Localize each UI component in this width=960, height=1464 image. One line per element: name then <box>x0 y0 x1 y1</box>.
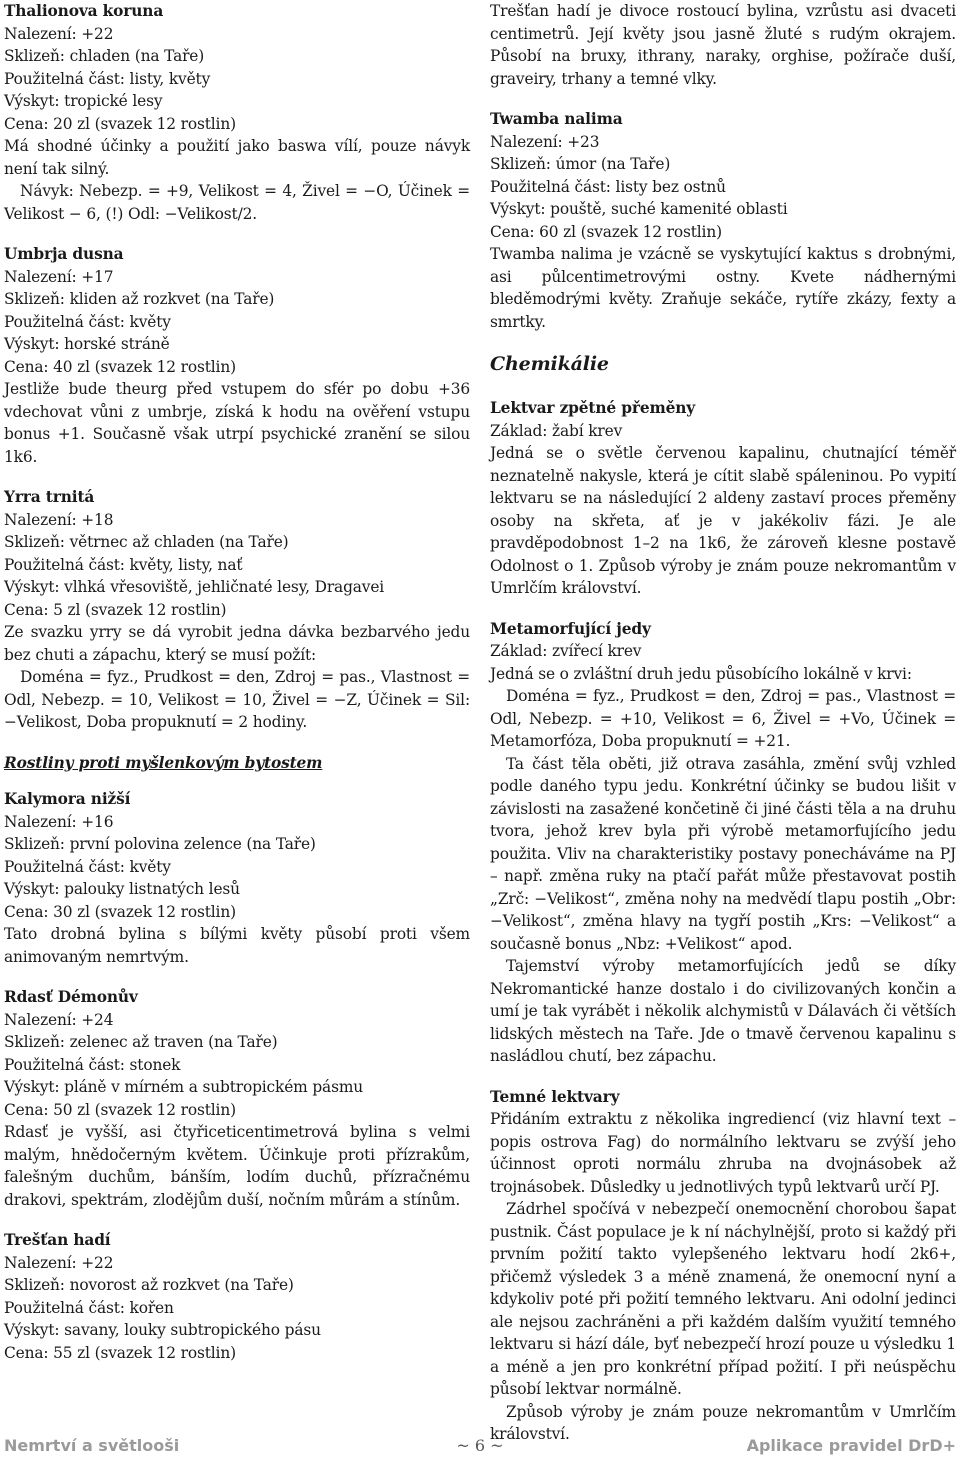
entry-line: Použitelná část: listy bez ostnů <box>490 177 726 196</box>
entry-line: Cena: 30 zl (svazek 12 rostlin) <box>4 902 236 921</box>
entry-title: Yrra trnitá <box>4 488 95 506</box>
footer-book-title: Nemrtví a světlooši <box>4 1436 180 1455</box>
entry-title: Trešťan hadí <box>4 1231 111 1249</box>
entry-line: Použitelná část: květy <box>4 312 171 331</box>
entry-line: Nalezení: +22 <box>4 1253 114 1272</box>
entry-description: Jestliže bude theurg před vstupem do sfér po dobu +36 vdechovat vůni z umbrje, získá k hodu na ověření vstupu bonus +1. Současně však utrpí psychické zranění se silou 1k6. <box>4 380 470 466</box>
entry-line: Použitelná část: květy, listy, nať <box>4 555 243 574</box>
entry-line: Nalezení: +17 <box>4 267 114 286</box>
entry-line: Výskyt: savany, louky subtropického pásu <box>4 1321 321 1339</box>
entry-umbrja <box>4 243 470 468</box>
entry-description: Rdasť je vyšší, asi čtyřiceticentimetrová bylina s velmi malým, hnědočerným květem. Účinkuje proti přízrakům, falešným duchům, bánším, lodím duchů, přízračnému drakovi, spektrám, zlodějům duší, nočním můrám a stínům. <box>4 1123 470 1209</box>
entry-paragraph: Tajemství výroby metamorfujících jedů se díky Nekromantické hanze dostalo i do civilizovaných končin a umí je tak vyrábět i několik alchymistů v Dálavách či větších lidských městech na Taře. Jde o tmavě červenou kapalinu s nasládlou chutí, bez zápachu. <box>490 957 956 1065</box>
entry-description: Má shodné účinky a použití jako baswa vílí, pouze návyk není tak silný. <box>4 137 470 178</box>
entry-line: Cena: 50 zl (svazek 12 rostlin) <box>4 1100 236 1119</box>
entry-line: Sklizeň: chladen (na Taře) <box>4 47 205 65</box>
footer-series-title: Aplikace pravidel DrD+ <box>746 1436 956 1455</box>
entry-paragraph: Přidáním extraktu z několika ingrediencí (viz hlavní text – popis ostrova Fag) do normálního lektvaru se zvýší jeho účinnost oproti normálu zhruba na dvojnásobek až trojnásobek. Důsledky u jednotlivých typů lektvarů určí PJ. <box>490 1110 956 1196</box>
entry-yrra <box>4 486 470 734</box>
entry-title: Kalymora nižší <box>4 790 131 808</box>
entry-paragraph: Zádrhel spočívá v nebezpečí onemocnění chorobou šapat pustnik. Část populace je k ní náchylnější, proto si každý při prvním požití takto vylepšeného lektvaru hodí 2k6+, přičemž výsledek 3 a méně znamená, že onemocní nyní a kdykoliv poté při požití temného lektvaru. Ani odolní jedinci ale nejsou zachráněni a při každém dalším využití temného lektvaru si hází dále, byť nebezpečí hrozí pouze u výsledku 1 a méně a jen pro konkrétní případ požití. I při neúspěchu působí lektvar normálně. <box>490 1200 956 1398</box>
entry-line: Výskyt: palouky listnatých lesů <box>4 880 240 898</box>
entry-line: Sklizeň: větrnec až chladen (na Taře) <box>4 533 289 551</box>
entry-line: Použitelná část: kořen <box>4 1298 174 1317</box>
entry-temne <box>490 1086 956 1446</box>
entry-line: Cena: 5 zl (svazek 12 rostlin) <box>4 600 227 619</box>
entry-line: Použitelná část: květy <box>4 857 171 876</box>
entry-line: Nalezení: +22 <box>4 24 114 43</box>
entry-line: Výskyt: horské stráně <box>4 335 170 353</box>
entry-description: Twamba nalima je vzácně se vyskytující kaktus s drobnými, asi půlcentimetrovými ostny. Kvete nádhernými bleděmodrými květy. Zraňuje sekáče, rytíře zkázy, fexty a smrtky. <box>490 245 956 331</box>
entry-description: Jedná se o zvláštní druh jedu působícího lokálně v krvi: <box>490 664 912 683</box>
entry-description: Ze svazku yrry se dá vyrobit jedna dávka bezbarvého jedu bez chuti a zápachu, který se musí požít: <box>4 623 470 664</box>
entry-line: Sklizeň: úmor (na Taře) <box>490 155 671 173</box>
entry-formula: Doména = fyz., Prudkost = den, Zdroj = pas., Vlastnost = Odl, Nebezp. = 10, Velikost = 10, Živel = −Z, Účinek = Sil: −Velikost, Doba propuknutí = 2 hodiny. <box>4 668 470 731</box>
entry-line: Nalezení: +23 <box>490 132 600 151</box>
section-heading: Rostliny proti myšlenkovým bytostem <box>4 753 323 772</box>
left-column <box>4 0 470 1382</box>
entry-line: Sklizeň: první polovina zelence (na Taře) <box>4 835 316 853</box>
entry-tresstan <box>4 1229 470 1364</box>
entry-line: Cena: 20 zl (svazek 12 rostlin) <box>4 114 236 133</box>
entry-description: Trešťan hadí je divoce rostoucí bylina, vzrůstu asi dvaceti centimetrů. Její květy jsou jasně žluté s rudým okrajem. Působí na bruxy, ithrany, naraky, orghise, požírače duší, graveiry, trhany a temné vlky. <box>490 2 956 88</box>
entry-title: Twamba nalima <box>490 110 623 128</box>
entry-line: Použitelná část: stonek <box>4 1055 181 1074</box>
entry-rdast <box>4 986 470 1211</box>
entry-line: Nalezení: +24 <box>4 1010 114 1029</box>
entry-formula: Doména = fyz., Prudkost = den, Zdroj = pas., Vlastnost = Odl, Nebezp. = +10, Velikost = 6, Živel = +Vo, Účinek = Metamorfóza, Doba propuknutí = +21. <box>490 687 956 750</box>
entry-line: Nalezení: +18 <box>4 510 114 529</box>
entry-title: Lektvar zpětné přeměny <box>490 399 696 417</box>
chapter-heading: Chemikálie <box>490 353 609 375</box>
entry-line: Základ: zvířecí krev <box>490 642 642 660</box>
entry-line: Cena: 55 zl (svazek 12 rostlin) <box>4 1343 236 1362</box>
entry-line: Výskyt: vlhká vřesoviště, jehličnaté lesy, Dragavei <box>4 578 385 596</box>
right-column <box>490 0 956 1464</box>
entry-title: Rdasť Démonův <box>4 988 138 1006</box>
entry-line: Použitelná část: listy, květy <box>4 69 211 88</box>
entry-paragraph: Ta část těla oběti, již otrava zasáhla, změní svůj vzhled podle daného typu jedu. Konkrétní účinky se budou lišit v závislosti na zasažené končetině či jiné části těla a na druhu tvora, jehož krev byla při výrobě metamorfujícího jedu použita. Vliv na charakteristiky postavy ponecháváme na PJ – např. změna ruky na ptačí pařát může přestavovat postih „Zrč: −Velikost“, změna nohy na medvědí tlapu postih „Obr: −Velikost“, změna hlavy na tygří postih „Krs: −Velikost“ a současně bonus „Nbz: +Velikost“ apod. <box>490 754 956 953</box>
entry-line: Základ: žabí krev <box>490 421 623 440</box>
entry-paragraph: Způsob výroby je znám pouze nekromantům v Umrlčím království. <box>490 1402 956 1443</box>
entry-lektvar <box>490 397 956 600</box>
entry-title: Umbrja dusna <box>4 245 124 263</box>
entry-line: Sklizeň: kliden až rozkvet (na Taře) <box>4 290 275 308</box>
entry-line: Výskyt: pláně v mírném a subtropickém pásmu <box>4 1078 364 1096</box>
entry-line: Sklizeň: zelenec až traven (na Taře) <box>4 1033 278 1051</box>
entry-line: Cena: 40 zl (svazek 12 rostlin) <box>4 357 236 376</box>
page-footer <box>0 1428 960 1460</box>
entry-metamorf <box>490 618 956 1068</box>
entry-line: Nalezení: +16 <box>4 812 114 831</box>
entry-title: Thalionova koruna <box>4 2 164 20</box>
page-number: ~ 6 ~ <box>456 1436 504 1455</box>
entry-line: Výskyt: tropické lesy <box>4 92 163 110</box>
entry-description: Tato drobná bylina s bílými květy působí proti všem animovaným nemrtvým. <box>4 925 470 966</box>
entry-thalionova <box>4 0 470 225</box>
entry-line: Cena: 60 zl (svazek 12 rostlin) <box>490 222 722 241</box>
entry-title: Metamorfující jedy <box>490 619 651 638</box>
entry-tresstan-continued <box>490 0 956 90</box>
entry-line: Sklizeň: novorost až rozkvet (na Taře) <box>4 1276 294 1294</box>
entry-twamba <box>490 108 956 333</box>
entry-description: Jedná se o světle červenou kapalinu, chutnající téměř neznatelně nakysle, která je cítit slabě spáleninou. Po vypití lektvaru se na následující 2 aldeny zastaví proces přeměny osoby na skřeta, ať je v jakékoliv fázi. Je ale pravděpodobnost 1–2 na 1k6, že zároveň klesne postavě Odolnost o 1. Způsob výroby je znám pouze nekromantům v Umrlčím království. <box>490 444 956 597</box>
entry-formula: Návyk: Nebezp. = +9, Velikost = 4, Živel = −O, Účinek = Velikost − 6, (!) Odl: −Velikost/2. <box>4 182 470 223</box>
entry-kalymora <box>4 788 470 968</box>
entry-title: Temné lektvary <box>490 1087 620 1106</box>
entry-line: Výskyt: pouště, suché kamenité oblasti <box>490 200 788 218</box>
